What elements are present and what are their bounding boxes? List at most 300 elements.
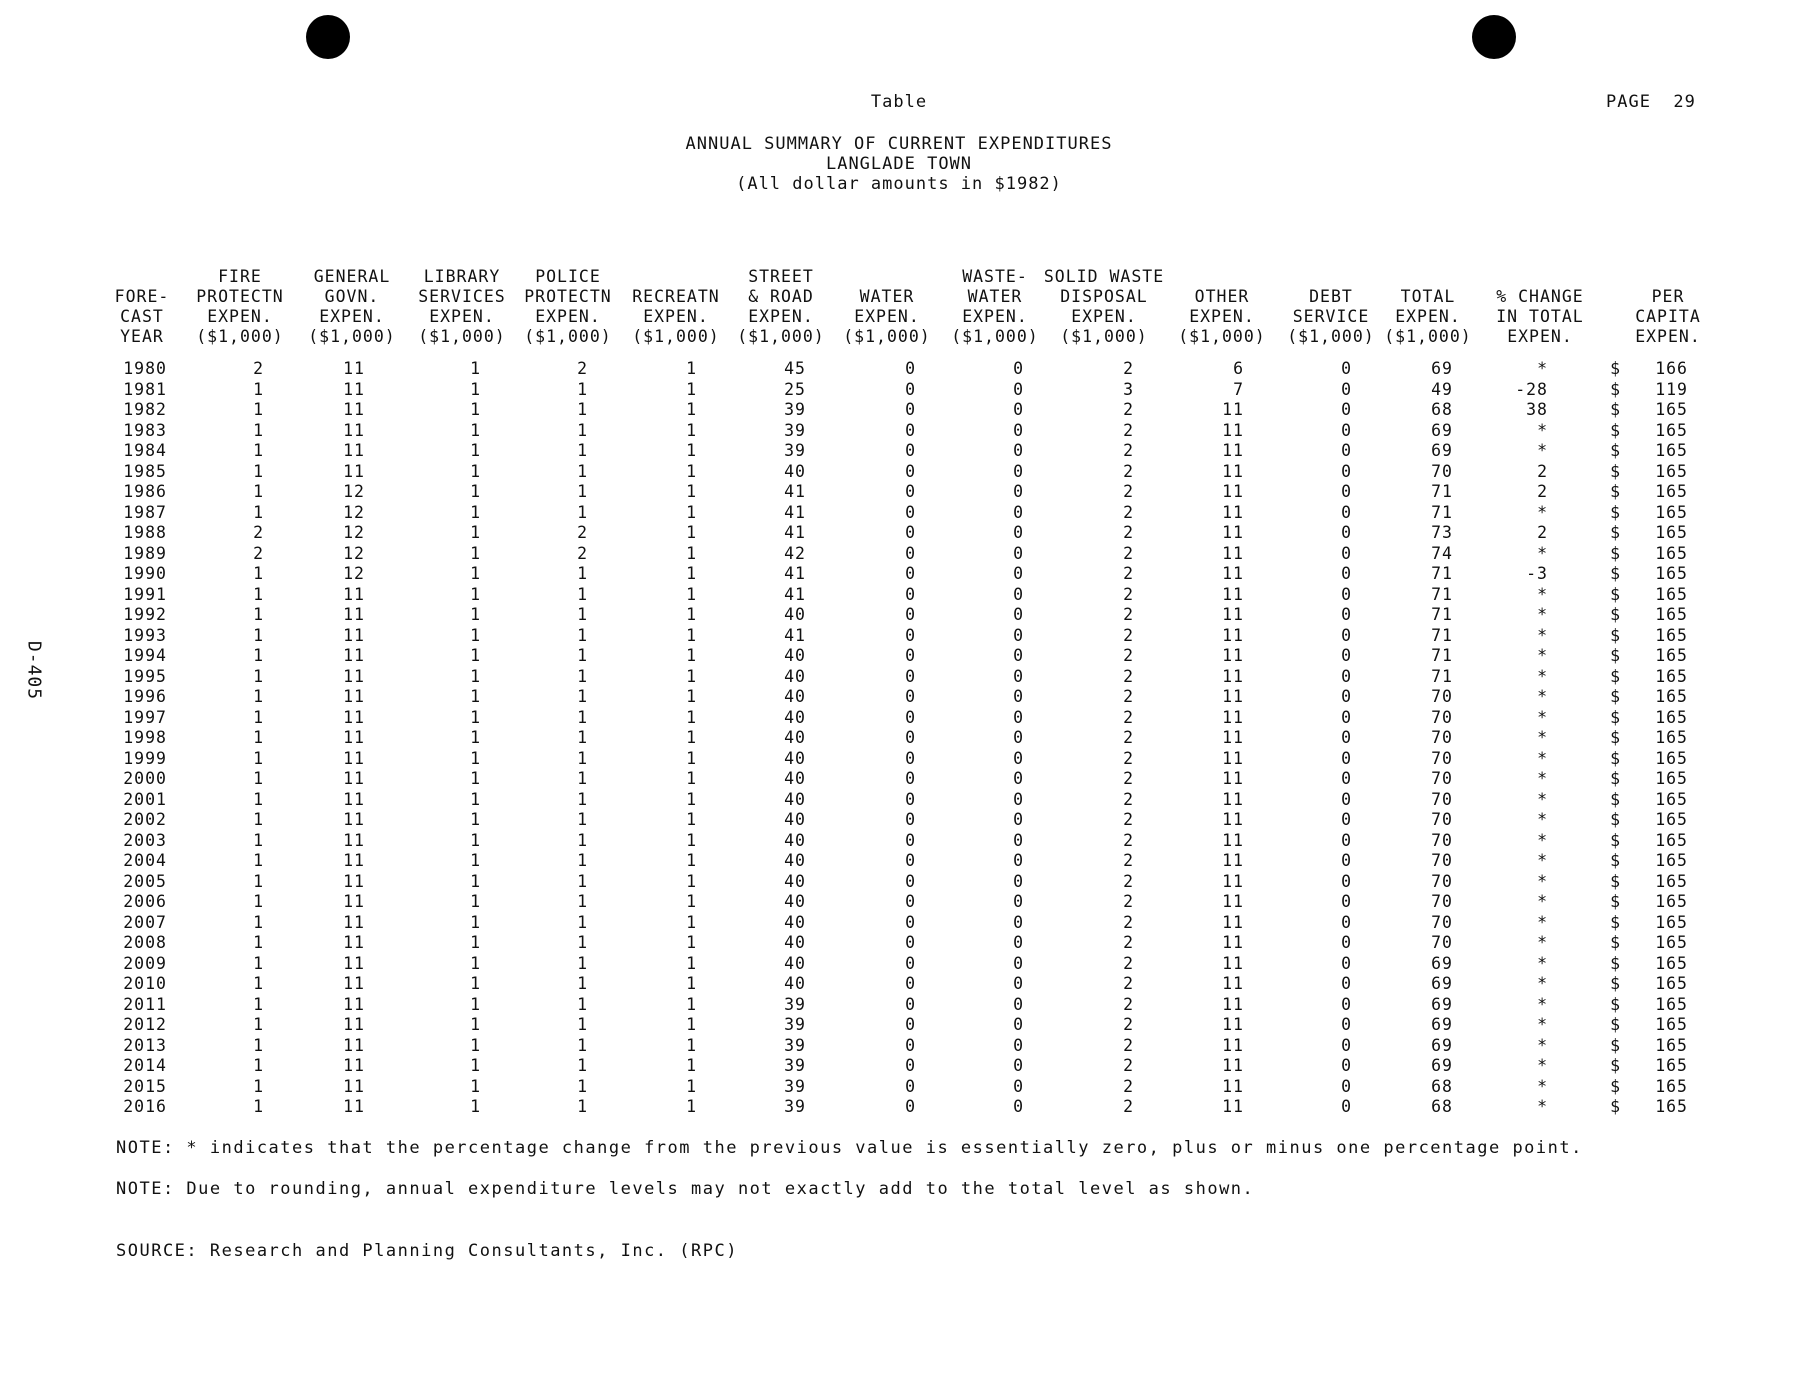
table-cell: 0 — [905, 810, 916, 829]
table-cell: 165 — [1655, 810, 1688, 829]
table-cell: 1 — [253, 420, 264, 440]
table-cell: 11 — [1222, 584, 1244, 604]
table-cell: 1 — [577, 584, 588, 604]
table-cell: 2 — [1123, 605, 1134, 624]
table-cell: 71 — [1431, 625, 1453, 645]
table-cell: 39 — [784, 994, 806, 1014]
column-header-12-line-3: ($1,000) — [1384, 327, 1472, 346]
table-cell: 0 — [905, 502, 916, 522]
table-cell: 71 — [1431, 666, 1453, 686]
table-cell: 2 — [1123, 687, 1134, 706]
table-cell: 0 — [1341, 994, 1352, 1014]
table-cell: 1 — [470, 543, 481, 563]
table-cell: 41 — [784, 502, 806, 522]
table-cell: 40 — [784, 912, 806, 932]
table-cell: 2 — [1123, 810, 1134, 829]
table-cell: 11 — [343, 584, 365, 604]
column-header-3-line-1: SERVICES — [418, 287, 506, 306]
column-header-4-line-1: PROTECTN — [524, 287, 612, 306]
table-cell: 11 — [1222, 789, 1244, 809]
table-cell: $ — [1610, 810, 1621, 829]
table-cell: 1 — [577, 605, 588, 624]
table-cell: 1 — [470, 502, 481, 522]
table-cell: $ — [1610, 728, 1621, 747]
table-cell: $ — [1610, 748, 1621, 768]
table-cell: 0 — [1341, 707, 1352, 727]
table-cell: 11 — [343, 441, 365, 460]
table-cell: 70 — [1431, 892, 1453, 911]
table-row-year: 2007 — [123, 912, 167, 932]
table-cell: 2 — [1123, 482, 1134, 501]
table-row-year: 1981 — [123, 379, 167, 399]
table-cell: 70 — [1431, 810, 1453, 829]
table-cell: 11 — [1222, 728, 1244, 747]
table-cell: 0 — [1013, 933, 1024, 952]
table-cell: 11 — [1222, 1097, 1244, 1116]
table-cell: 0 — [1341, 851, 1352, 870]
table-cell: 0 — [1013, 564, 1024, 583]
table-cell: $ — [1610, 523, 1621, 542]
table-cell: $ — [1610, 1076, 1621, 1096]
table-cell: 0 — [1341, 584, 1352, 604]
table-cell: 71 — [1431, 605, 1453, 624]
table-row-year: 1980 — [123, 359, 167, 378]
table-cell: 0 — [1013, 584, 1024, 604]
table-cell: 1 — [686, 359, 697, 378]
table-cell: 1 — [686, 871, 697, 891]
table-cell: 1 — [686, 564, 697, 583]
table-cell: 40 — [784, 687, 806, 706]
table-row-year: 1982 — [123, 400, 167, 419]
table-cell: 165 — [1655, 851, 1688, 870]
table-cell: 165 — [1655, 871, 1688, 891]
table-cell: 1 — [253, 769, 264, 788]
table-cell: 70 — [1431, 933, 1453, 952]
table-row-year: 1988 — [123, 523, 167, 542]
table-cell: 166 — [1655, 359, 1688, 378]
table-cell: 0 — [905, 482, 916, 501]
table-cell: 0 — [905, 379, 916, 399]
table-cell: 40 — [784, 646, 806, 665]
table-cell: 0 — [1341, 1015, 1352, 1034]
table-cell: 1 — [577, 687, 588, 706]
table-cell: 0 — [1341, 1056, 1352, 1075]
table-cell: 2 — [1123, 707, 1134, 727]
table-cell: 11 — [1222, 912, 1244, 932]
table-cell: 70 — [1431, 830, 1453, 850]
table-cell: 11 — [343, 871, 365, 891]
table-cell: 7 — [1233, 379, 1244, 399]
table-cell: 1 — [686, 687, 697, 706]
table-cell: 1 — [686, 1015, 697, 1034]
table-cell: 11 — [343, 400, 365, 419]
table-cell: 165 — [1655, 789, 1688, 809]
table-cell: 1 — [253, 728, 264, 747]
table-cell: 40 — [784, 851, 806, 870]
column-header-8-line-3: ($1,000) — [951, 327, 1039, 346]
table-cell: 1 — [577, 830, 588, 850]
table-cell: 1 — [686, 851, 697, 870]
table-cell: 1 — [686, 502, 697, 522]
table-cell: 0 — [1341, 892, 1352, 911]
table-cell: $ — [1610, 400, 1621, 419]
column-header-6-line-1: & ROAD — [748, 287, 814, 306]
table-cell: 165 — [1655, 482, 1688, 501]
table-cell: 2 — [1123, 1015, 1134, 1034]
table-cell: 1 — [470, 707, 481, 727]
table-cell: 1 — [253, 687, 264, 706]
page-number: PAGE 29 — [1606, 92, 1696, 112]
table-row-year: 2004 — [123, 851, 167, 870]
table-row-year: 1993 — [123, 625, 167, 645]
table-cell: * — [1537, 687, 1548, 706]
table-cell: * — [1537, 728, 1548, 747]
table-cell: 41 — [784, 564, 806, 583]
table-cell: 0 — [905, 1056, 916, 1075]
table-cell: * — [1537, 543, 1548, 563]
table-cell: 1 — [470, 974, 481, 993]
table-cell: 1 — [686, 420, 697, 440]
table-cell: 2 — [1123, 441, 1134, 460]
table-cell: 0 — [1013, 543, 1024, 563]
table-cell: 11 — [1222, 769, 1244, 788]
table-cell: $ — [1610, 666, 1621, 686]
table-cell: 0 — [1013, 482, 1024, 501]
table-cell: 0 — [1341, 810, 1352, 829]
table-cell: 2 — [1123, 974, 1134, 993]
table-cell: 0 — [1013, 666, 1024, 686]
table-cell: 0 — [1013, 974, 1024, 993]
table-row-year: 2014 — [123, 1056, 167, 1075]
table-cell: 0 — [1013, 748, 1024, 768]
table-cell: 1 — [686, 461, 697, 481]
table-cell: 2 — [1537, 523, 1548, 542]
table-cell: 70 — [1431, 461, 1453, 481]
table-cell: * — [1537, 810, 1548, 829]
table-cell: 1 — [253, 892, 264, 911]
table-row-year: 1996 — [123, 687, 167, 706]
column-header-5-line-3: ($1,000) — [632, 327, 720, 346]
table-row-year: 2005 — [123, 871, 167, 891]
table-cell: $ — [1610, 769, 1621, 788]
table-cell: 69 — [1431, 974, 1453, 993]
table-cell: 0 — [905, 646, 916, 665]
table-cell: 0 — [905, 523, 916, 542]
table-cell: 40 — [784, 605, 806, 624]
table-cell: 40 — [784, 461, 806, 481]
table-cell: 0 — [905, 1015, 916, 1034]
table-cell: 0 — [1341, 359, 1352, 378]
table-cell: 1 — [577, 461, 588, 481]
table-cell: 2 — [1123, 1076, 1134, 1096]
table-cell: 0 — [905, 707, 916, 727]
table-cell: 1 — [686, 625, 697, 645]
table-cell: 1 — [577, 728, 588, 747]
table-cell: * — [1537, 769, 1548, 788]
table-cell: * — [1537, 748, 1548, 768]
table-cell: 11 — [1222, 502, 1244, 522]
table-cell: $ — [1610, 851, 1621, 870]
table-cell: 1 — [577, 400, 588, 419]
table-cell: 11 — [343, 666, 365, 686]
table-cell: 39 — [784, 1056, 806, 1075]
table-cell: 1 — [470, 379, 481, 399]
table-cell: 1 — [577, 1076, 588, 1096]
table-cell: 69 — [1431, 359, 1453, 378]
table-cell: 165 — [1655, 1015, 1688, 1034]
column-header-12-line-1: TOTAL — [1400, 287, 1456, 306]
table-cell: 70 — [1431, 789, 1453, 809]
table-cell: 11 — [343, 379, 365, 399]
table-cell: 165 — [1655, 625, 1688, 645]
table-cell: 0 — [905, 1035, 916, 1055]
table-cell: 11 — [1222, 871, 1244, 891]
side-page-label: D-405 — [23, 640, 45, 701]
table-row-year: 1998 — [123, 728, 167, 747]
table-cell: 39 — [784, 1076, 806, 1096]
table-cell: 1 — [686, 543, 697, 563]
column-header-2-line-2: EXPEN. — [319, 307, 385, 326]
table-cell: 11 — [1222, 933, 1244, 952]
table-cell: 11 — [1222, 994, 1244, 1014]
table-cell: 1 — [253, 1076, 264, 1096]
table-cell: 2 — [1123, 564, 1134, 583]
table-cell: 11 — [343, 953, 365, 973]
table-cell: 1 — [253, 584, 264, 604]
table-cell: 2 — [1123, 892, 1134, 911]
table-cell: 1 — [253, 789, 264, 809]
column-header-0-line-2: CAST — [120, 307, 164, 326]
table-cell: 165 — [1655, 769, 1688, 788]
table-cell: 2 — [577, 523, 588, 542]
table-cell: 0 — [905, 748, 916, 768]
table-cell: 2 — [1123, 400, 1134, 419]
table-cell: 1 — [577, 994, 588, 1014]
table-cell: 74 — [1431, 543, 1453, 563]
table-cell: 11 — [343, 728, 365, 747]
table-cell: 1 — [470, 933, 481, 952]
table-cell: 11 — [1222, 892, 1244, 911]
table-row-year: 1999 — [123, 748, 167, 768]
table-cell: 1 — [686, 666, 697, 686]
column-header-3-line-2: EXPEN. — [429, 307, 495, 326]
table-cell: 1 — [253, 482, 264, 501]
table-row-year: 1992 — [123, 605, 167, 624]
table-cell: 11 — [343, 1097, 365, 1116]
table-cell: 1 — [577, 482, 588, 501]
table-cell: 0 — [1013, 502, 1024, 522]
table-cell: * — [1537, 789, 1548, 809]
table-cell: 0 — [1013, 1097, 1024, 1116]
table-cell: 1 — [577, 1015, 588, 1034]
table-row-year: 2003 — [123, 830, 167, 850]
table-cell: 11 — [343, 420, 365, 440]
table-row-year: 1991 — [123, 584, 167, 604]
table-cell: 0 — [1341, 769, 1352, 788]
table-cell: 1 — [470, 461, 481, 481]
table-cell: 40 — [784, 933, 806, 952]
table-cell: $ — [1610, 912, 1621, 932]
table-cell: 1 — [686, 810, 697, 829]
table-cell: 39 — [784, 1015, 806, 1034]
table-cell: 165 — [1655, 892, 1688, 911]
table-cell: 0 — [905, 933, 916, 952]
table-cell: 0 — [1341, 625, 1352, 645]
table-cell: 1 — [470, 830, 481, 850]
table-cell: 41 — [784, 523, 806, 542]
table-cell: 0 — [1341, 666, 1352, 686]
table-cell: 1 — [253, 461, 264, 481]
table-cell: 40 — [784, 728, 806, 747]
table-cell: $ — [1610, 1035, 1621, 1055]
table-cell: 2 — [1123, 523, 1134, 542]
table-cell: * — [1537, 912, 1548, 932]
table-cell: 11 — [343, 789, 365, 809]
table-cell: -28 — [1515, 379, 1548, 399]
table-cell: 11 — [1222, 461, 1244, 481]
table-cell: 11 — [1222, 482, 1244, 501]
table-cell: 2 — [1123, 728, 1134, 747]
table-row-year: 1997 — [123, 707, 167, 727]
table-cell: 11 — [343, 1056, 365, 1075]
table-cell: 2 — [1123, 625, 1134, 645]
table-cell: 45 — [784, 359, 806, 378]
table-cell: $ — [1610, 543, 1621, 563]
table-cell: 1 — [253, 974, 264, 993]
table-cell: 0 — [905, 871, 916, 891]
table-cell: * — [1537, 1076, 1548, 1096]
column-header-6-line-3: ($1,000) — [737, 327, 825, 346]
table-cell: 1 — [470, 420, 481, 440]
table-cell: 0 — [1341, 1035, 1352, 1055]
table-cell: 1 — [253, 1097, 264, 1116]
table-cell: 0 — [1341, 461, 1352, 481]
table-cell: 40 — [784, 748, 806, 768]
table-cell: 70 — [1431, 912, 1453, 932]
table-cell: 1 — [577, 1035, 588, 1055]
table-cell: 40 — [784, 707, 806, 727]
page-subtitle: LANGLADE TOWN — [825, 154, 973, 174]
table-cell: 1 — [253, 564, 264, 583]
table-cell: 1 — [253, 707, 264, 727]
table-cell: 1 — [470, 605, 481, 624]
table-cell: 0 — [1013, 400, 1024, 419]
table-cell: $ — [1610, 789, 1621, 809]
table-cell: 11 — [1222, 851, 1244, 870]
table-cell: 0 — [905, 1076, 916, 1096]
table-cell: 0 — [1341, 605, 1352, 624]
table-cell: * — [1537, 953, 1548, 973]
table-cell: 165 — [1655, 1097, 1688, 1116]
table-cell: 0 — [1013, 953, 1024, 973]
table-cell: 0 — [1013, 871, 1024, 891]
table-cell: * — [1537, 441, 1548, 460]
table-cell: 0 — [1013, 379, 1024, 399]
table-cell: 0 — [1341, 379, 1352, 399]
table-cell: 39 — [784, 441, 806, 460]
table-cell: 11 — [343, 707, 365, 727]
table-cell: 11 — [343, 851, 365, 870]
table-cell: 2 — [577, 359, 588, 378]
table-cell: 0 — [1341, 728, 1352, 747]
table-cell: 0 — [1341, 400, 1352, 419]
table-cell: 11 — [1222, 400, 1244, 419]
table-cell: 165 — [1655, 728, 1688, 747]
table-cell: 11 — [1222, 1015, 1244, 1034]
table-cell: 11 — [343, 625, 365, 645]
table-cell: 1 — [253, 441, 264, 460]
table-cell: * — [1537, 1056, 1548, 1075]
table-cell: $ — [1610, 1097, 1621, 1116]
table-cell: 71 — [1431, 646, 1453, 665]
table-row-year: 2011 — [123, 994, 167, 1014]
table-cell: 1 — [577, 707, 588, 727]
table-cell: $ — [1610, 953, 1621, 973]
column-header-7-line-3: ($1,000) — [843, 327, 931, 346]
table-cell: 1 — [577, 564, 588, 583]
table-cell: 1 — [577, 769, 588, 788]
table-cell: $ — [1610, 892, 1621, 911]
table-cell: $ — [1610, 625, 1621, 645]
table-cell: 12 — [343, 543, 365, 563]
table-row-year: 2008 — [123, 933, 167, 952]
table-row-year: 2006 — [123, 892, 167, 911]
table-cell: * — [1537, 420, 1548, 440]
table-cell: 0 — [1341, 482, 1352, 501]
table-cell: 1 — [686, 974, 697, 993]
table-cell: $ — [1610, 1056, 1621, 1075]
table-cell: 11 — [1222, 543, 1244, 563]
table-cell: * — [1537, 871, 1548, 891]
note-rounding: NOTE: Due to rounding, annual expenditure levels may not exactly add to the total level as shown. — [116, 1179, 1255, 1199]
table-cell: 39 — [784, 400, 806, 419]
table-cell: 1 — [686, 707, 697, 727]
table-row-year: 2013 — [123, 1035, 167, 1055]
table-cell: 2 — [1123, 769, 1134, 788]
table-cell: 1 — [577, 666, 588, 686]
table-cell: 11 — [1222, 564, 1244, 583]
table-cell: 1 — [470, 851, 481, 870]
column-header-5-line-2: EXPEN. — [643, 307, 709, 326]
table-cell: 0 — [1013, 359, 1024, 378]
table-cell: 1 — [470, 523, 481, 542]
table-cell: 0 — [905, 994, 916, 1014]
table-cell: 2 — [1537, 461, 1548, 481]
table-cell: * — [1537, 851, 1548, 870]
table-cell: 70 — [1431, 707, 1453, 727]
table-cell: 70 — [1431, 728, 1453, 747]
table-cell: 0 — [905, 1097, 916, 1116]
table-cell: * — [1537, 892, 1548, 911]
table-cell: 11 — [1222, 646, 1244, 665]
table-cell: 0 — [905, 584, 916, 604]
table-cell: 41 — [784, 482, 806, 501]
table-cell: 165 — [1655, 584, 1688, 604]
table-cell: * — [1537, 1035, 1548, 1055]
table-cell: 40 — [784, 974, 806, 993]
table-cell: 1 — [253, 810, 264, 829]
table-cell: 1 — [253, 912, 264, 932]
table-cell: 11 — [343, 461, 365, 481]
table-cell: 0 — [1013, 851, 1024, 870]
table-cell: 1 — [253, 666, 264, 686]
table-cell: 11 — [343, 933, 365, 952]
table-cell: 0 — [1013, 1056, 1024, 1075]
table-cell: 1 — [577, 625, 588, 645]
table-cell: $ — [1610, 646, 1621, 665]
table-cell: * — [1537, 625, 1548, 645]
table-cell: 0 — [1013, 625, 1024, 645]
